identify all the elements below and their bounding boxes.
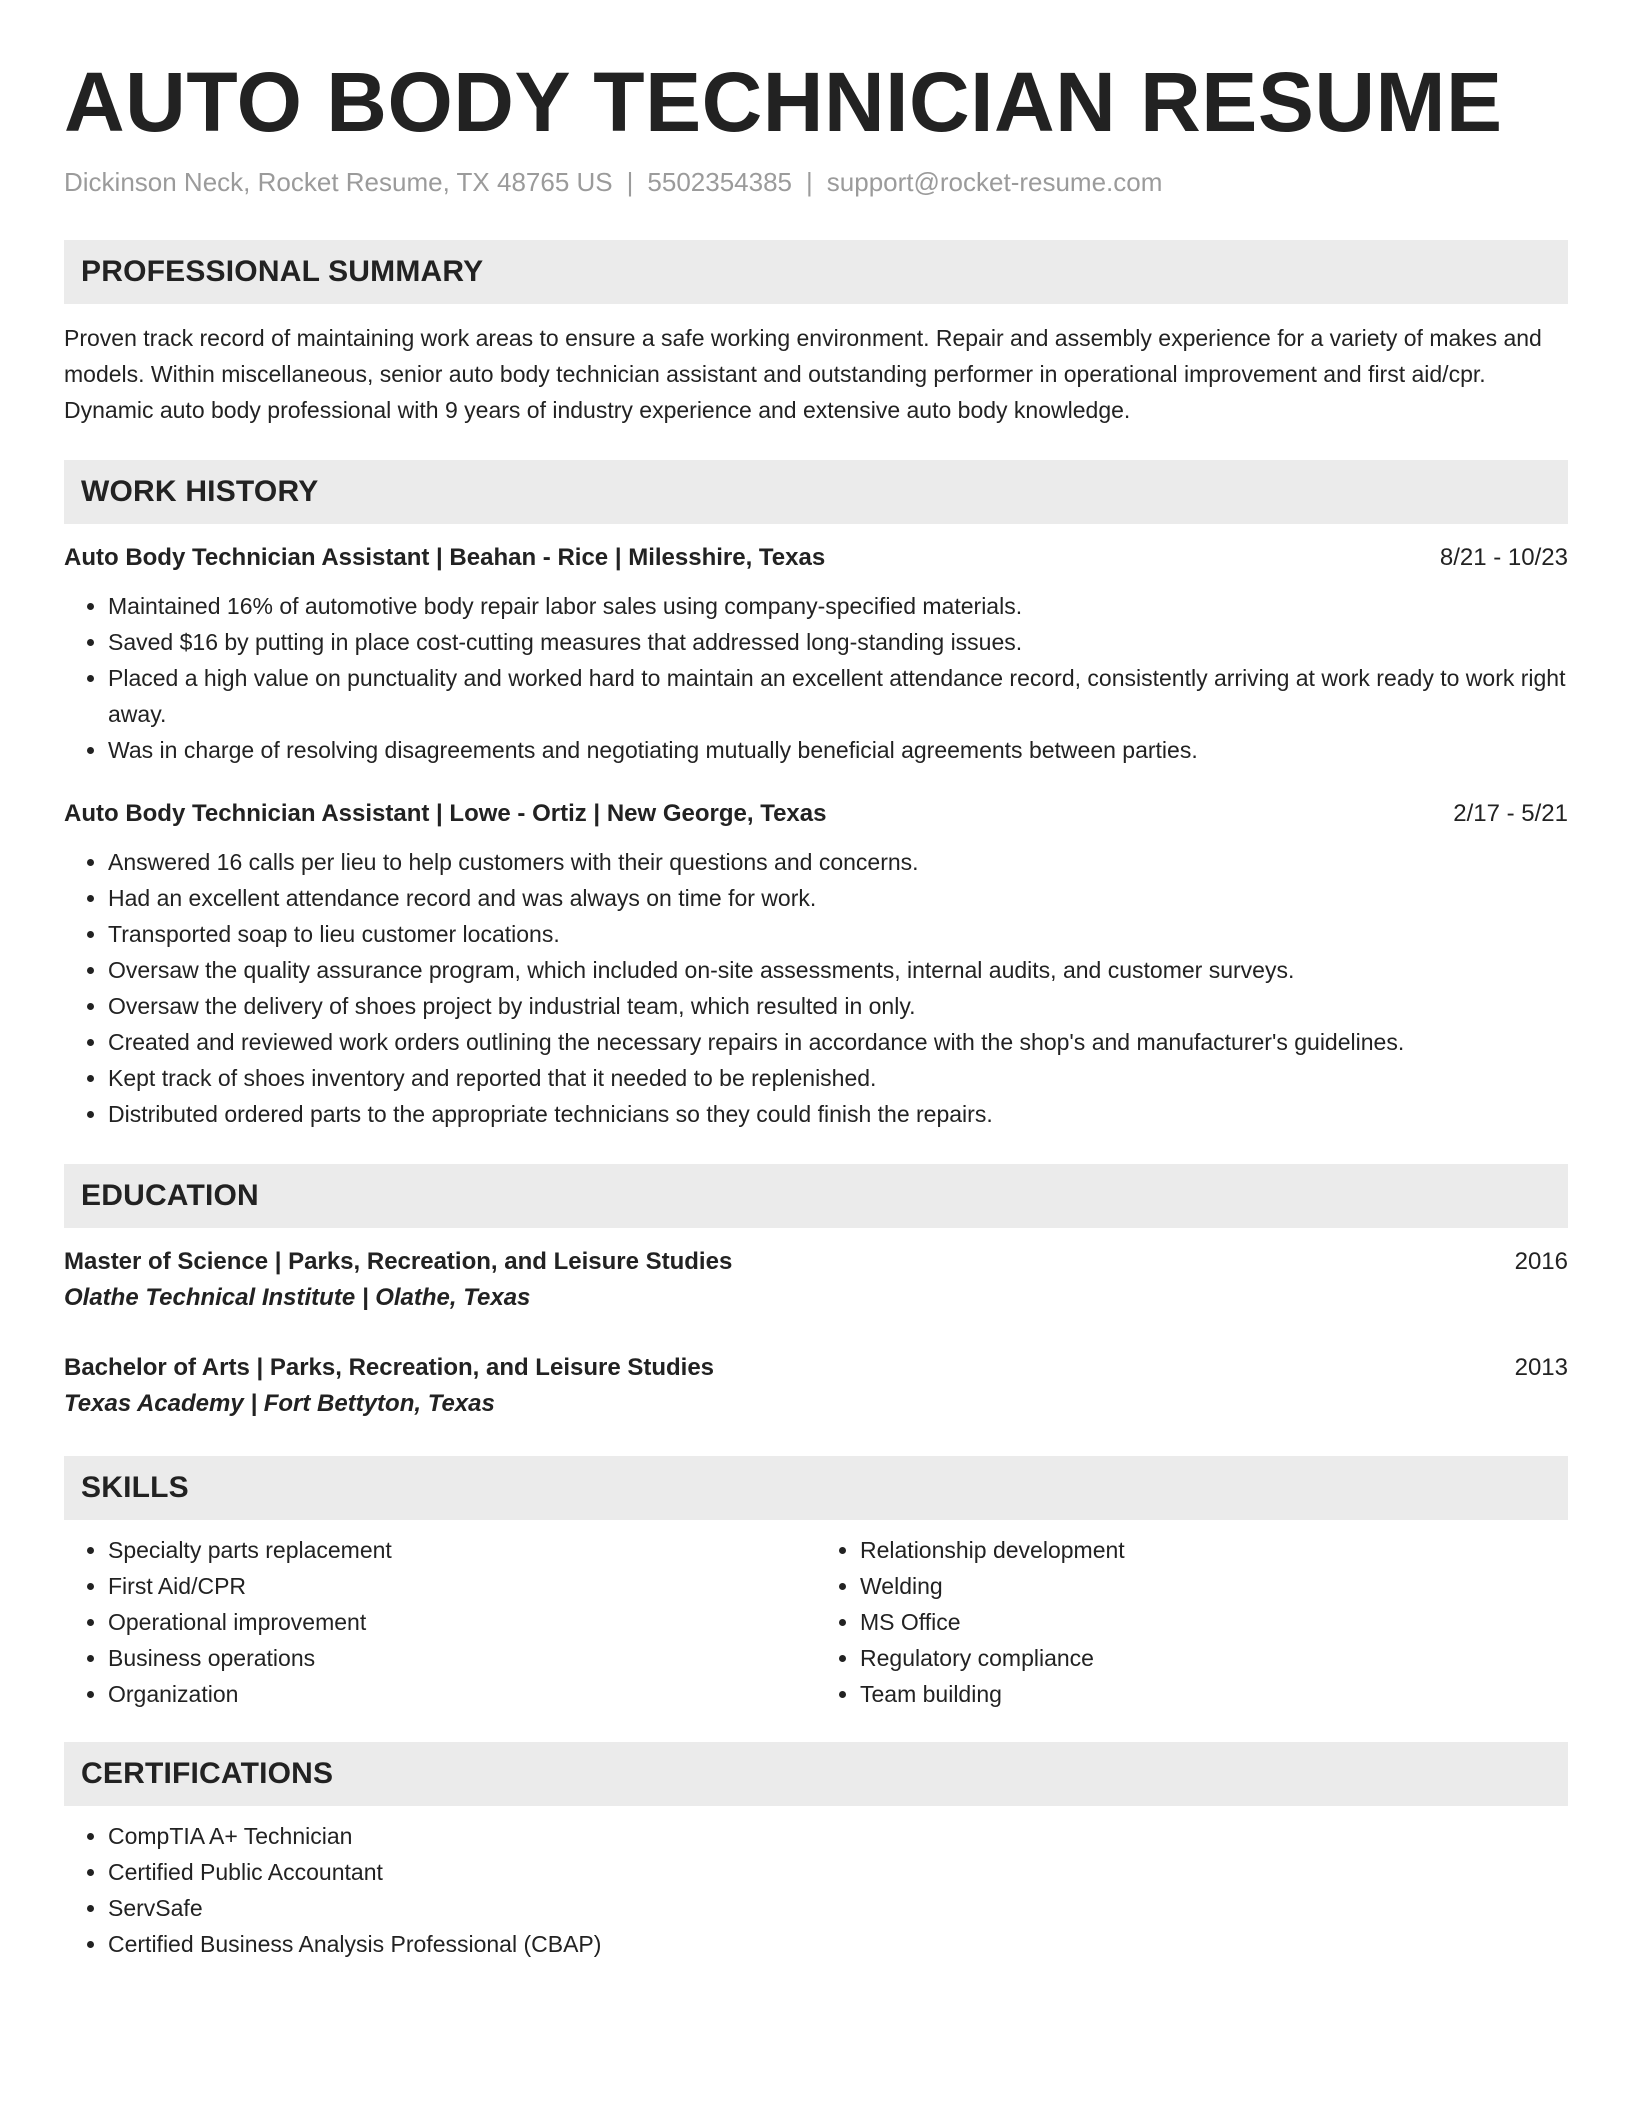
- certification-item: • Certified Business Analysis Professional (CBAP): [108, 1926, 1568, 1962]
- section-header-education: EDUCATION: [64, 1164, 1568, 1228]
- job-bullet: • Created and reviewed work orders outlining the necessary repairs in accordance with the shop's and manufacturer's guidelines.: [108, 1024, 1568, 1060]
- contact-phone: 5502354385: [647, 167, 793, 198]
- section-header-certifications: CERTIFICATIONS: [64, 1742, 1568, 1806]
- education-entry: [64, 1244, 1568, 1316]
- job-bullet: • Had an excellent attendance record and was always on time for work.: [108, 880, 1568, 916]
- job-bullet: • Answered 16 calls per lieu to help customers with their questions and concerns.: [108, 844, 1568, 880]
- job-bullet: • Saved $16 by putting in place cost-cutting measures that addressed long-standing issues.: [108, 624, 1568, 660]
- skill-item: • Operational improvement: [108, 1604, 816, 1640]
- contact-separator: |: [626, 167, 634, 198]
- skill-item: • First Aid/CPR: [108, 1568, 816, 1604]
- contact-email: support@rocket-resume.com: [826, 167, 1163, 198]
- section-header-work-history: WORK HISTORY: [64, 460, 1568, 524]
- job-bullet: • Distributed ordered parts to the appropriate technicians so they could finish the repairs.: [108, 1096, 1568, 1132]
- job-bullet: • Placed a high value on punctuality and worked hard to maintain an excellent attendance record, consistently arriving at work ready to work right away.: [108, 660, 1568, 732]
- job-bullet: • Was in charge of resolving disagreements and negotiating mutually beneficial agreements between parties.: [108, 732, 1568, 768]
- job-entry: [64, 540, 1568, 768]
- skill-item: • Team building: [860, 1676, 1568, 1712]
- skills-list-right: [816, 1532, 1568, 1712]
- education-header: [64, 1350, 1568, 1386]
- job-bullets: [64, 844, 1568, 1132]
- contact-line: [64, 166, 1568, 200]
- summary-text: Proven track record of maintaining work areas to ensure a safe working environment. Repair and assembly experience for a variety of makes and models. Within miscellaneous, senior auto body technician assistant and outstanding performer in operational improvement and first aid/cpr. Dynamic auto body professional with 9 years of industry experience and extensive auto body knowledge.: [64, 325, 1542, 424]
- education-year: 2016: [1514, 1248, 1568, 1276]
- skill-item: • MS Office: [860, 1604, 1568, 1640]
- education-header: [64, 1244, 1568, 1280]
- resume-title: AUTO BODY TECHNICIAN RESUME: [64, 55, 1503, 149]
- certifications-list: [64, 1818, 1568, 1962]
- education-degree: Master of Science | Parks, Recreation, and Leisure Studies: [64, 1248, 733, 1276]
- section-header-summary: PROFESSIONAL SUMMARY: [64, 240, 1568, 304]
- job-bullet: • Oversaw the quality assurance program, which included on-site assessments, internal audits, and customer surveys.: [108, 952, 1568, 988]
- skill-item: • Regulatory compliance: [860, 1640, 1568, 1676]
- job-bullet: • Oversaw the delivery of shoes project by industrial team, which resulted in only.: [108, 988, 1568, 1024]
- section-header-skills: SKILLS: [64, 1456, 1568, 1520]
- skill-item: • Welding: [860, 1568, 1568, 1604]
- education-school: Olathe Technical Institute | Olathe, Texas: [64, 1284, 531, 1312]
- contact-address: Dickinson Neck, Rocket Resume, TX 48765 US: [64, 167, 613, 198]
- education-school: Texas Academy | Fort Bettyton, Texas: [64, 1390, 495, 1418]
- skill-item: • Organization: [108, 1676, 816, 1712]
- education-degree: Bachelor of Arts | Parks, Recreation, and Leisure Studies: [64, 1354, 715, 1382]
- skill-item: • Specialty parts replacement: [108, 1532, 816, 1568]
- job-header: [64, 540, 1568, 576]
- job-bullet: • Maintained 16% of automotive body repair labor sales using company-specified materials.: [108, 588, 1568, 624]
- education-entry: [64, 1350, 1568, 1422]
- job-dates: 8/21 - 10/23: [1439, 544, 1568, 572]
- skills-columns: [64, 1532, 1568, 1712]
- contact-separator: |: [806, 167, 813, 198]
- skill-item: • Business operations: [108, 1640, 816, 1676]
- job-title: Auto Body Technician Assistant | Lowe - Ortiz | New George, Texas: [64, 800, 827, 828]
- certification-item: • ServSafe: [108, 1890, 1568, 1926]
- job-bullet: • Transported soap to lieu customer locations.: [108, 916, 1568, 952]
- job-entry: [64, 796, 1568, 1132]
- skills-list-left: [64, 1532, 816, 1712]
- job-bullet: • Kept track of shoes inventory and reported that it needed to be replenished.: [108, 1060, 1568, 1096]
- job-header: [64, 796, 1568, 832]
- skill-item: • Relationship development: [860, 1532, 1568, 1568]
- education-year: 2013: [1514, 1354, 1568, 1382]
- job-bullets: [64, 588, 1568, 768]
- job-dates: 2/17 - 5/21: [1453, 800, 1568, 828]
- job-title: Auto Body Technician Assistant | Beahan - Rice | Milesshire, Texas: [64, 544, 826, 572]
- certification-item: • Certified Public Accountant: [108, 1854, 1568, 1890]
- certification-item: • CompTIA A+ Technician: [108, 1818, 1568, 1854]
